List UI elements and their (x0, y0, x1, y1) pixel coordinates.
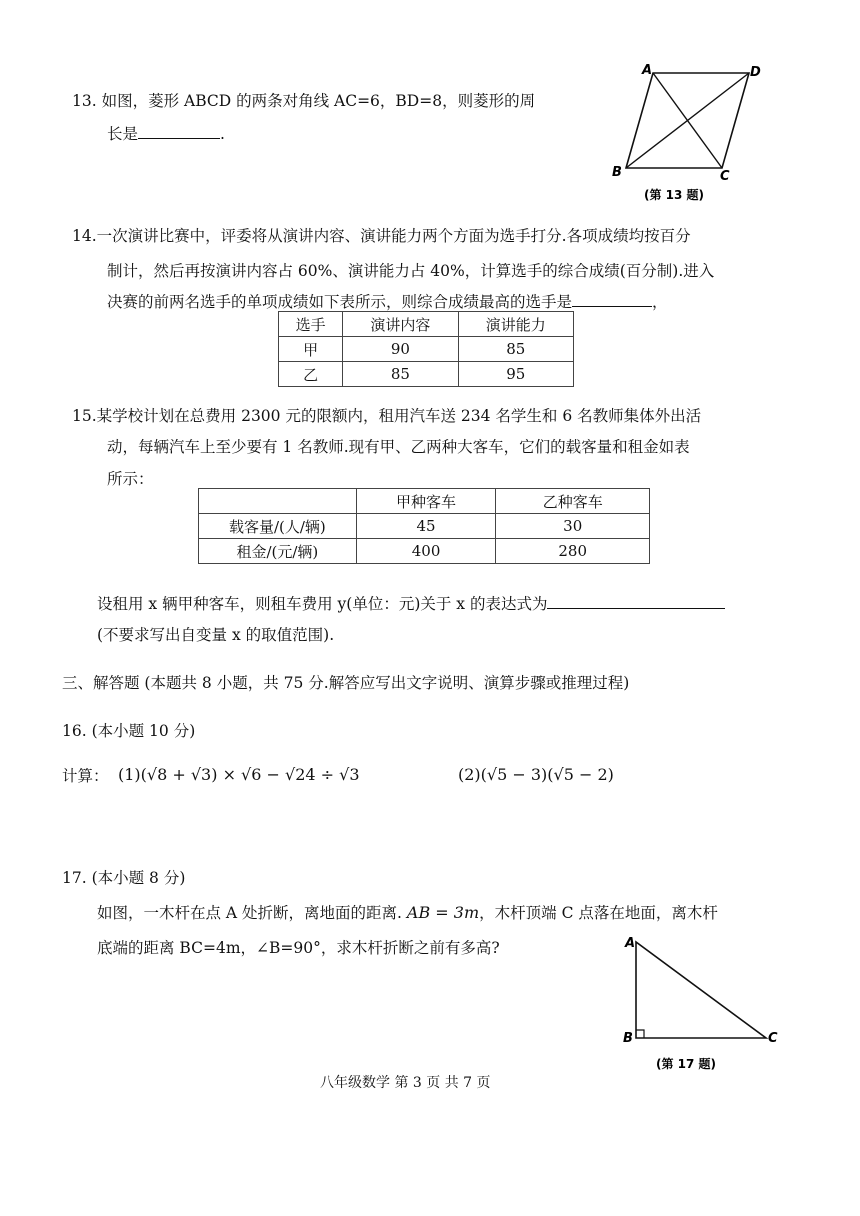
table-cell: 85 (458, 337, 573, 362)
table-cell: 90 (343, 337, 458, 362)
q15-line2: 动，每辆汽车上至少要有 1 名教师.现有甲、乙两种大客车，它们的载客量和租金如表 (107, 438, 690, 456)
q17-line2: 底端的距离 BC=4m，∠B=90°，求木杆折断之前有多高? (97, 939, 500, 957)
q13-line2-pre: 长是 (107, 125, 139, 143)
table-header-cell: 选手 (279, 312, 343, 337)
table-cell: 载客量/(人/辆) (199, 514, 357, 539)
q15-line1: 15.某学校计划在总费用 2300 元的限额内，租用汽车送 234 名学生和 6 名教师集体外出活 (72, 407, 702, 425)
q17-line1-pre: 如图，一木杆在点 A 处折断，离地面的距离. (97, 904, 407, 922)
vertex-label-a: A (642, 63, 653, 78)
q15-line4-pre: 设租用 x 辆甲种客车，则租车费用 y(单位：元)关于 x 的表达式为 (97, 595, 548, 613)
q14-line1: 14.一次演讲比赛中，评委将从演讲内容、演讲能力两个方面为选手打分.各项成绩均按百分 (72, 227, 691, 245)
q17-line1-post: ，木杆顶端 C 点落在地面，离木杆 (479, 904, 718, 922)
table-cell: 400 (356, 539, 496, 564)
q13-line2-post: . (220, 125, 225, 143)
table-row (279, 362, 574, 387)
table-row (199, 539, 650, 564)
table-header-cell: 演讲能力 (458, 312, 573, 337)
table-header-row (199, 489, 650, 514)
vertex-label-a: A (625, 936, 636, 951)
table-row (279, 337, 574, 362)
vertex-label-c: C (720, 169, 730, 184)
q17-title: 17. (本小题 8 分) (62, 869, 186, 887)
q15-line5: (不要求写出自变量 x 的取值范围). (97, 626, 335, 644)
triangle-outline (636, 942, 766, 1038)
q17-line1-math: AB = 3m (406, 903, 480, 922)
table-cell: 乙 (279, 362, 343, 387)
q15-answer-blank (547, 592, 725, 609)
table-header-cell: 甲种客车 (356, 489, 496, 514)
q13-line1: 13. 如图，菱形 ABCD 的两条对角线 AC=6，BD=8，则菱形的周 (72, 92, 536, 110)
q14-line3 (107, 290, 668, 313)
q14-line3-pre: 决赛的前两名选手的单项成绩如下表所示，则综合成绩最高的选手是 (107, 293, 573, 311)
q13-figure-caption: (第 13 题) (644, 188, 705, 202)
q15-line3: 所示： (107, 470, 154, 488)
q16-expression-1: (1)(√8 + √3) × √6 − √24 ÷ √3 (118, 765, 360, 784)
q15-bus-table (198, 488, 650, 564)
table-cell: 租金/(元/辆) (199, 539, 357, 564)
table-header-cell: 乙种客车 (496, 489, 650, 514)
section3-heading: 三、解答题 (本题共 8 小题，共 75 分.解答应写出文字说明、演算步骤或推理过程) (62, 674, 630, 692)
vertex-label-b: B (612, 165, 622, 180)
right-angle-mark (636, 1030, 644, 1038)
q17-line1 (97, 902, 718, 924)
q15-line4 (97, 592, 725, 615)
page-footer: 八年级数学 第 3 页 共 7 页 (320, 1075, 491, 1091)
table-cell: 30 (496, 514, 650, 539)
vertex-label-d: D (750, 65, 761, 80)
q14-line2: 制计，然后再按演讲内容占 60%、演讲能力占 40%，计算选手的综合成绩(百分制).进入 (107, 262, 715, 280)
q13-line2 (107, 122, 225, 145)
table-header-row (279, 312, 574, 337)
q17-figure-caption: (第 17 题) (656, 1057, 717, 1071)
q13-rhombus-figure (604, 58, 774, 204)
diagonal-bd (626, 73, 749, 168)
table-row (199, 514, 650, 539)
vertex-label-b: B (623, 1031, 633, 1046)
table-cell: 95 (458, 362, 573, 387)
table-cell: 甲 (279, 337, 343, 362)
q14-answer-blank (572, 290, 652, 307)
q16-calc-label: 计算： (62, 767, 109, 785)
q14-score-table (278, 311, 574, 387)
q14-line3-post: ， (652, 293, 668, 311)
vertex-label-c: C (768, 1031, 778, 1046)
q17-triangle-figure (620, 928, 790, 1076)
table-cell: 280 (496, 539, 650, 564)
q16-title: 16. (本小题 10 分) (62, 722, 196, 740)
table-cell: 85 (343, 362, 458, 387)
q16-expression-2: (2)(√5 − 3)(√5 − 2) (458, 765, 614, 784)
table-header-cell (199, 489, 357, 514)
table-header-cell: 演讲内容 (343, 312, 458, 337)
q13-answer-blank (138, 122, 220, 139)
table-cell: 45 (356, 514, 496, 539)
